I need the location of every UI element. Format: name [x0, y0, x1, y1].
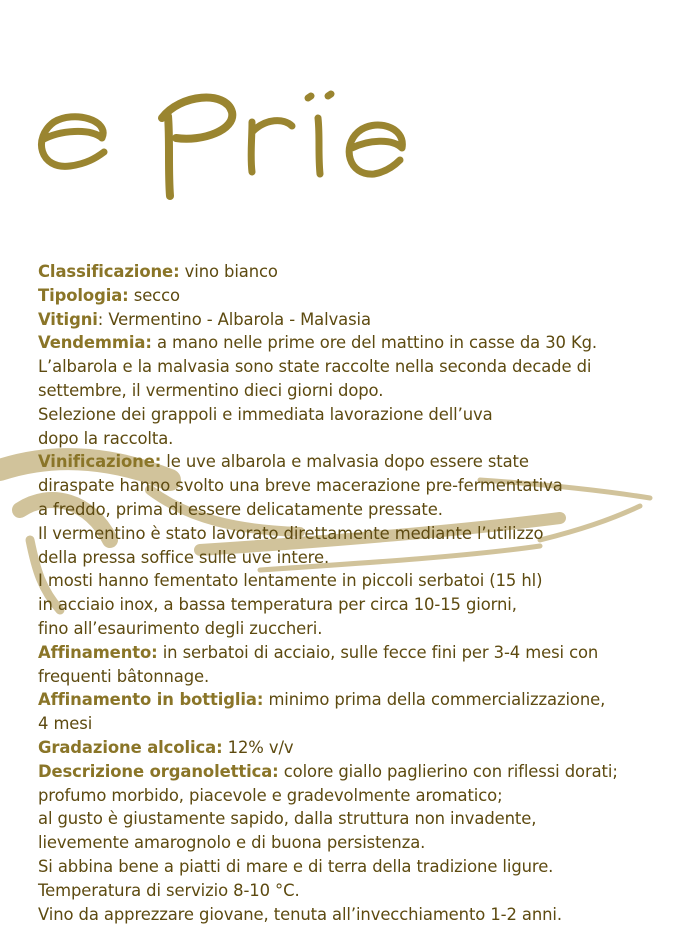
field-value: in serbatoi di acciaio, sulle fecce fini per 3-4 mesi con [157, 642, 599, 662]
field-label: Vinificazione: [38, 452, 162, 472]
sheet-line [38, 379, 678, 403]
sheet-line [38, 284, 678, 308]
sheet-line [38, 498, 678, 522]
field-value: diraspate hanno svolto una breve macerazione pre-fermentativa [38, 476, 563, 496]
sheet-line [38, 807, 678, 831]
sheet-line [38, 760, 678, 784]
field-value: a freddo, prima di essere delicatamente pressate. [38, 499, 443, 519]
field-value: secco [128, 285, 180, 305]
field-value: 12% v/v [222, 737, 294, 757]
sheet-line [38, 474, 678, 498]
field-label: Descrizione organolettica: [38, 761, 279, 781]
field-label: Vendemmia: [38, 333, 152, 353]
field-label: Classificazione: [38, 262, 180, 281]
sheet-line [38, 569, 678, 593]
field-value: : Vermentino - Albarola - Malvasia [97, 309, 371, 329]
sheet-line [38, 855, 678, 879]
field-value: in acciaio inox, a bassa temperatura per circa 10-15 giorni, [38, 595, 517, 615]
field-value: a mano nelle prime ore del mattino in casse da 30 Kg. [151, 333, 598, 353]
field-value: frequenti bâtonnage. [38, 666, 210, 686]
field-label: Affinamento: [38, 642, 158, 662]
field-value: fino all’esaurimento degli zuccheri. [38, 618, 323, 638]
sheet-line [38, 331, 678, 355]
field-label: Affinamento in bottiglia: [38, 690, 264, 710]
field-value: 4 mesi [38, 714, 93, 734]
field-value: Vino da apprezzare giovane, tenuta all’invecchiamento 1-2 anni. [38, 904, 562, 924]
field-label: Vitigni [38, 309, 98, 329]
field-label: Tipologia: [38, 285, 129, 305]
field-value: le uve albarola e malvasia dopo essere state [161, 452, 529, 472]
wine-technical-sheet [38, 260, 678, 926]
field-value: settembre, il vermentino dieci giorni dopo. [38, 380, 384, 400]
sheet-line [38, 688, 678, 712]
sheet-line [38, 450, 678, 474]
sheet-line [38, 427, 678, 451]
sheet-line [38, 260, 678, 284]
sheet-line [38, 903, 678, 926]
field-value: Temperatura di servizio 8-10 °C. [38, 880, 300, 900]
field-value: I mosti hanno fementato lentamente in piccoli serbatoi (15 hl) [38, 571, 543, 591]
sheet-line [38, 403, 678, 427]
sheet-line [38, 593, 678, 617]
field-value: L’albarola e la malvasia sono state raccolte nella seconda decade di [38, 357, 592, 377]
sheet-line [38, 879, 678, 903]
sheet-line [38, 831, 678, 855]
field-value: minimo prima della commercializzazione, [263, 690, 606, 710]
field-value: Si abbina bene a piatti di mare e di terra della tradizione ligure. [38, 856, 554, 876]
sheet-line [38, 641, 678, 665]
field-value: colore giallo paglierino con riflessi dorati; [278, 761, 618, 781]
field-value: al gusto è giustamente sapido, dalla struttura non invadente, [38, 809, 537, 829]
field-value: Selezione dei grappoli e immediata lavorazione dell’uva [38, 404, 493, 424]
field-value: della pressa soffice sulle uve intere. [38, 547, 330, 567]
field-value: Il vermentino è stato lavorato direttamente mediante l’utilizzo [38, 523, 544, 543]
sheet-line [38, 665, 678, 689]
field-value: lievemente amarognolo e di buona persistenza. [38, 833, 426, 853]
sheet-line [38, 355, 678, 379]
brand-logo [30, 60, 410, 210]
field-value: dopo la raccolta. [38, 428, 174, 448]
sheet-line [38, 736, 678, 760]
sheet-line [38, 546, 678, 570]
sheet-line [38, 712, 678, 736]
field-value: profumo morbido, piacevole e gradevolmente aromatico; [38, 785, 503, 805]
sheet-line [38, 784, 678, 808]
sheet-line [38, 617, 678, 641]
field-label: Gradazione alcolica: [38, 737, 223, 757]
sheet-line [38, 522, 678, 546]
field-value: vino bianco [179, 262, 278, 281]
sheet-line [38, 308, 678, 332]
